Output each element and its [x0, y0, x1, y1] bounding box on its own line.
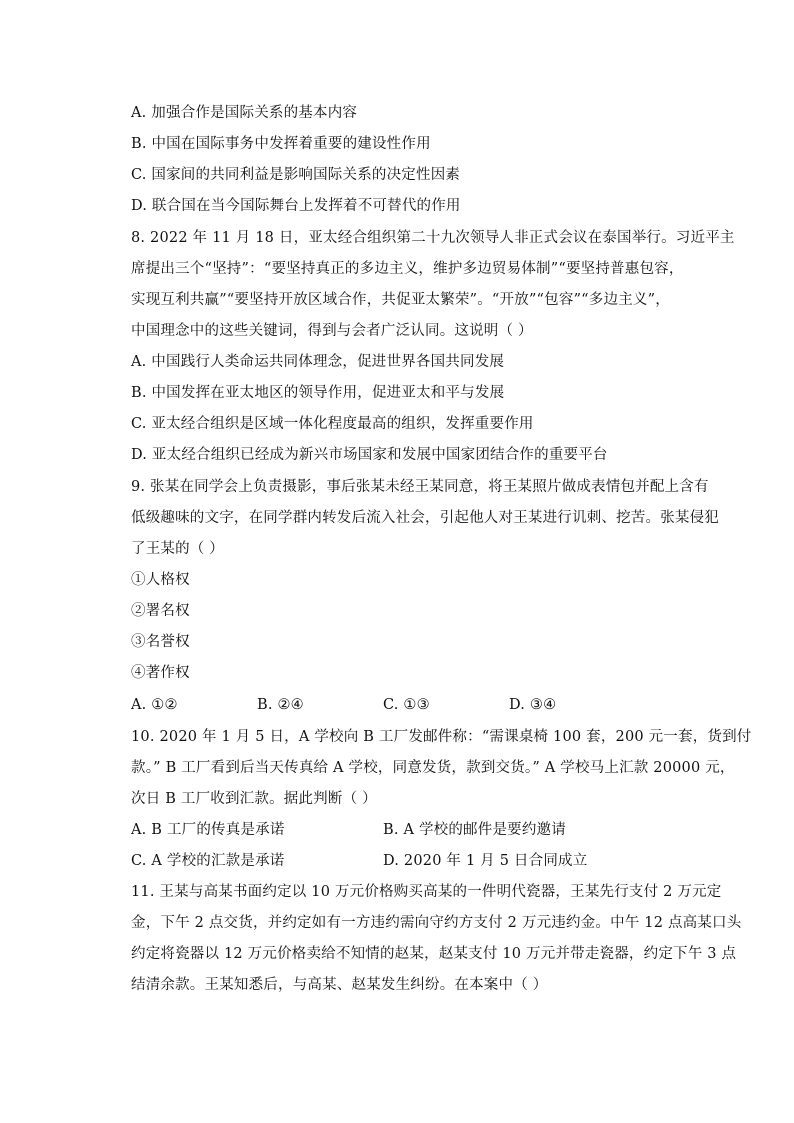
q8-stem-line-2: 席提出三个“坚持”：“要坚持真正的多边主义，维护多边贸易体制”“要坚持普惠包容， — [131, 261, 684, 277]
q10-option-a: A. B 工厂的传真是承诺 — [131, 822, 285, 838]
q11-stem-line-4: 结清余款。王某知悉后，与高某、赵某发生纠纷。在本案中（ ） — [131, 977, 548, 993]
q10-option-b: B. A 学校的邮件是要约邀请 — [383, 822, 566, 838]
q9-item-1: ①人格权 — [131, 572, 190, 588]
q10-option-c: C. A 学校的汇款是承诺 — [131, 853, 285, 869]
q8-option-d: D. 亚太经合组织已经成为新兴市场国家和发展中国家团结合作的重要平台 — [131, 447, 608, 463]
q9-stem-line-3: 了王某的（ ） — [131, 541, 225, 557]
q10-stem-line-2: 款。” B 工厂看到后当天传真给 A 学校，同意发货，款到交货。” A 学校马上汇款 20000 元， — [131, 760, 735, 776]
q7-option-a: A. 加强合作是国际关系的基本内容 — [131, 105, 358, 121]
q9-option-c: C. ①③ — [383, 697, 430, 713]
q8-option-a: A. 中国践行人类命运共同体理念，促进世界各国共同发展 — [131, 354, 505, 370]
q8-stem-line-3: 实现互利共赢”“要坚持开放区域合作，共促亚太繁荣”。“开放”“包容”“多边主义”， — [131, 292, 670, 308]
q11-stem-line-2: 金，下午 2 点交货，并约定如有一方违约需向守约方支付 2 万元违约金。中午 12 点高某口头 — [131, 915, 742, 931]
q10-stem-line-3: 次日 B 工厂收到汇款。据此判断（ ） — [131, 791, 377, 807]
q8-option-b: B. 中国发挥在亚太地区的领导作用，促进亚太和平与发展 — [131, 385, 505, 401]
q9-option-d: D. ③④ — [509, 697, 557, 713]
q10-options-row-1 — [131, 820, 635, 840]
q9-item-2: ②署名权 — [131, 603, 190, 619]
q9-item-4: ④著作权 — [131, 665, 190, 681]
q9-stem-line-1: 9. 张某在同学会上负责摄影，事后张某未经王某同意，将王某照片做成表情包并配上含有 — [131, 479, 709, 495]
q8-stem-line-4: 中国理念中的这些关键词，得到与会者广泛认同。这说明（ ） — [131, 323, 533, 339]
q10-options-row-2 — [131, 851, 635, 871]
q9-options-row — [131, 695, 635, 715]
q11-stem-line-1: 11. 王某与高某书面约定以 10 万元价格购买高某的一件明代瓷器，王某先行支付 2 万元定 — [131, 884, 722, 900]
q9-item-3: ③名誉权 — [131, 634, 190, 650]
q7-option-d: D. 联合国在当今国际舞台上发挥着不可替代的作用 — [131, 198, 461, 214]
q9-stem-line-2: 低级趣味的文字，在同学群内转发后流入社会，引起他人对王某进行讥刺、挖苦。张某侵犯 — [131, 510, 719, 526]
q7-option-c: C. 国家间的共同利益是影响国际关系的决定性因素 — [131, 167, 461, 183]
q10-stem-line-1: 10. 2020 年 1 月 5 日，A 学校向 B 工厂发邮件称：“需课桌椅 100 套，200 元一套，货到付 — [131, 729, 752, 745]
q9-option-b: B. ②④ — [257, 697, 304, 713]
q8-option-c: C. 亚太经合组织是区域一体化程度最高的组织，发挥重要作用 — [131, 416, 534, 432]
q8-stem-line-1: 8. 2022 年 11 月 18 日，亚太经合组织第二十九次领导人非正式会议在泰国举行。习近平主 — [131, 230, 735, 246]
q10-option-d: D. 2020 年 1 月 5 日合同成立 — [383, 853, 588, 869]
q9-option-a: A. ①② — [131, 697, 178, 713]
q7-option-b: B. 中国在国际事务中发挥着重要的建设性作用 — [131, 136, 431, 152]
q11-stem-line-3: 约定将瓷器以 12 万元价格卖给不知情的赵某，赵某支付 10 万元并带走瓷器，约定下午 3 点 — [131, 946, 737, 962]
